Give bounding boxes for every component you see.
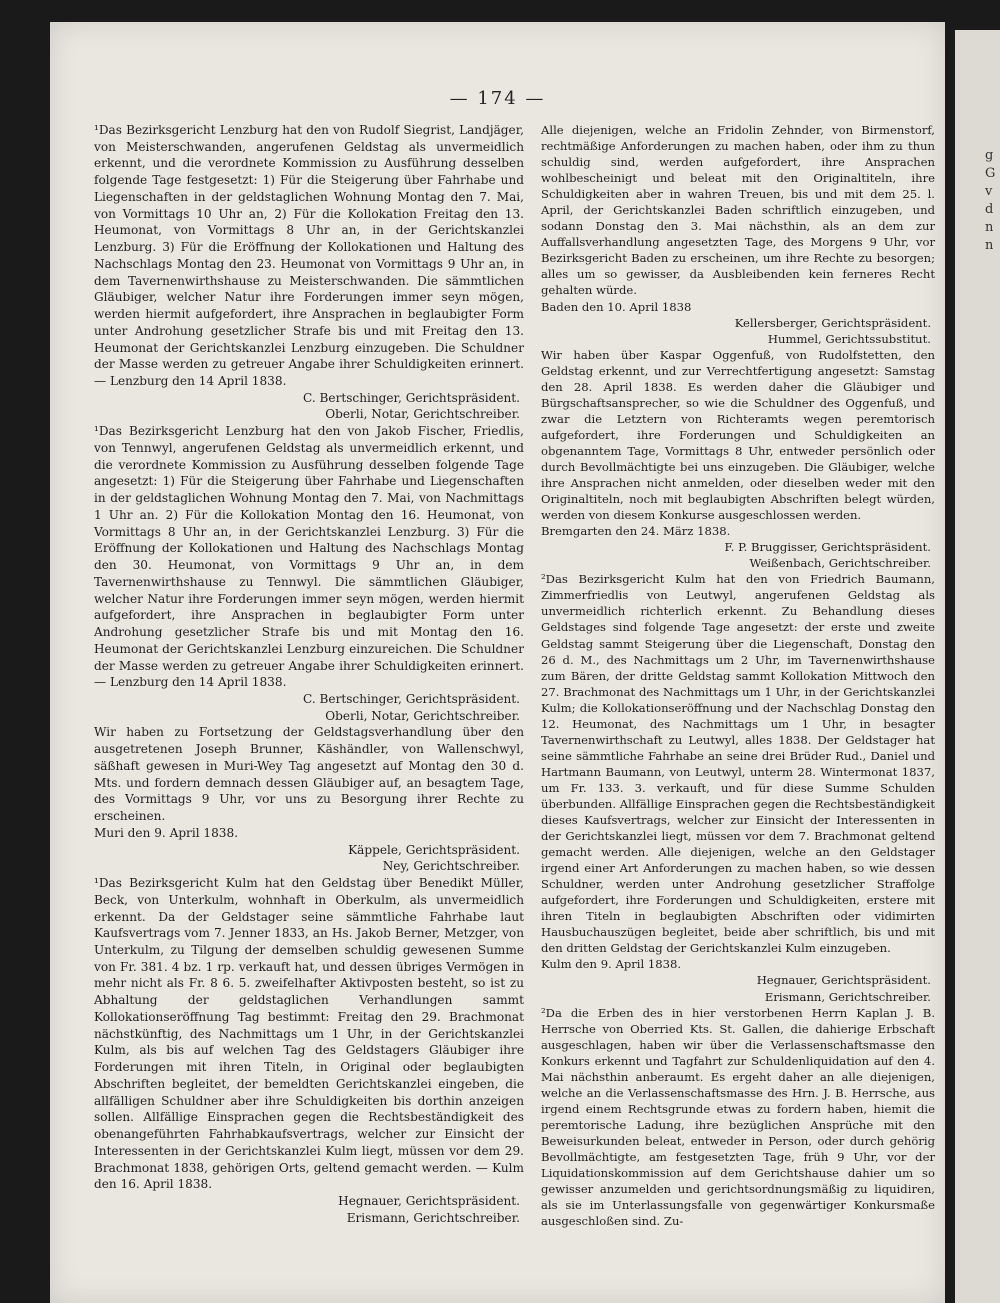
signature-line: Hegnauer, Gerichtspräsident. — [338, 1194, 520, 1208]
signature-line: Erismann, Gerichtschreiber. — [764, 989, 931, 1004]
edge-glyph: g — [985, 148, 994, 163]
notice-paragraph: ²Da die Erben des in hier verstorbenen Herrn Kaplan J. B. Herrsche von Oberried Kts. St. Gallen, die dahierige Erbschaft ausgeschlagen, haben wir über die Verlassenschaftsmasse den Konkurs erkennt und Tagfahrt zur Schuldenliquidation auf den 4. Mai nächsthin anberaumt. Es ergeht daher an alle diejenigen, welche an die Verlassenschaftsmasse des Hrn. J. B. Herrsche, aus irgend einem Rechtsgrunde etwas zu fordern haben, hiemit die peremtorische Ladung, ihre bezüglichen Ansprüche mit den Beweisurkunden beleat, entweder in Person, oder durch gehörig Bevollmächtigte, am festgesetzten Tage, früh 9 Uhr, vor der Liquidationskommission auf dem Gerichtshause dahier um so gewisser anzumelden und gerichtsordnungsmäßig zu liquidiren, als sie im Unterlassungsfalle von gegenwärtiger Konkursmaße ausgeschloßen sind. Zu- — [541, 1005, 935, 1229]
signature-line: Käppele, Gerichtspräsident. — [348, 842, 520, 857]
signature-line: Hummel, Gerichtssubstitut. — [767, 331, 931, 346]
date-line: Baden den 10. April 1838 — [541, 299, 692, 314]
signature-line: C. Bertschinger, Gerichtspräsident. — [303, 691, 520, 706]
signature-line: Hegnauer, Gerichtspräsident. — [756, 973, 931, 988]
edge-glyph: v — [985, 184, 993, 199]
notice-paragraph: ¹Das Bezirksgericht Lenzburg hat den von Jakob Fischer, Friedlis, von Tennwyl, angerufenen Geldstag als unvermeidlich erkennt, und die verordnete Kommission zu Ausführung desselben folgende Tage angesetzt: 1) Für die Steigerung über Fahrhabe und Liegenschaften in der geldstaglichen Wohnung Montag den 7. Mai, von Nachmittags 1 Uhr an. 2) Für die Kollokation Montag den 16. Heumonat, von Vormittags 8 Uhr an, in der Gerichtskanzlei Lenzburg. 3) Für die Eröffnung der Kollokationen und Haltung des Nachschlags Montag den 30. Heumonat, von Vormittags 9 Uhr an, in dem Tavernenwirthshause zu Tennwyl. Die sämmtlichen Gläubiger, welcher Natur ihre Forderungen immer seyn mögen, werden hiermit aufgefordert, ihre Ansprachen in beglaubigter Form unter Androhung gesetzlicher Strafe bis und mit Montag den 16. Heumonat der Gerichtskanzlei Lenzburg einzureichen. Die Schuldner der Masse werden zu getreuer Angabe ihrer Schuldigkeiten erinnert. — Lenzburg den 14 April 1838. — [94, 424, 524, 690]
signature-line: C. Bertschinger, Gerichtspräsident. — [303, 390, 520, 405]
edge-glyph: n — [985, 220, 994, 235]
signature-line: Weißenbach, Gerichtschreiber. — [749, 556, 931, 571]
notice-paragraph: ²Das Bezirksgericht Kulm hat den von Friedrich Baumann, Zimmerfriedlis von Leutwyl, angerufenen Geldstag als unvermeidlich richterlich erkennt. Zu Behandlung dieses Geldstages sind folgende Tage angesetzt: der erste und zweite Geldstag sammt Steigerung über die Liegenschaft, Donstag den 26 d. M., des Nachmittags um 2 Uhr, im Tavernenwirthshause zum Bären, der dritte Geldstag sammt Kollokation Mittwoch den 27. Brachmonat des Nachmittags um 1 Uhr, in der Gerichtskanzlei Kulm; die Kollokationseröffnung und der Nachschlag Donstag den 12. Heumonat, des Nachmittags um 1 Uhr, in besagter Tavernenwirthschaft zu Leutwyl, alles 1838. Der Geldstager hat seine sämmtliche Fahrhabe an seine drei Brüder Rud., Daniel und Hartmann Baumann, von Leutwyl, unterm 28. Wintermonat 1837, um Fr. 133. 3. verkauft, und für diese Summe Schulden überbunden. Allfällige Einsprachen gegen die Rechtsbeständigkeit dieses Kaufsvertrags, welcher zur Einsicht der Interessenten in der Gerichtskanzlei liegt, müssen vor dem 7. Brachmonat geltend gemacht werden. Alle diejenigen, welche an den Geldstager irgend einer Art Anforderungen zu machen haben, so wie dessen Schuldner, werden unter Androhung gesetzlicher Straffolge aufgefordert, ihre Forderungen und Schuldigkeiten, erstere mit ihren Titeln in beglaubigten Abschriften oder vidimirten Hausbuchauszügen begleitet, beide aber schriftlich, bis und mit den dritten Geldstag der Gerichtskanzlei Kulm einzugeben. — [541, 572, 935, 956]
edge-glyph: n — [985, 238, 994, 253]
notice-paragraph: Wir haben zu Fortsetzung der Geldstagsverhandlung über den ausgetretenen Joseph Brunner, Käshändler, von Wallenschwyl, säßhaft gewesen in Muri-Wey Tag angesetzt auf Montag den 30 d. Mts. und fordern demnach dessen Gläubiger auf, an besagtem Tage, des Vormittags 9 Uhr, vor uns zu Besorgung ihrer Rechte zu erscheinen. — [94, 725, 524, 824]
signature-line: Ney, Gerichtschreiber. — [382, 859, 520, 874]
notice-paragraph: Alle diejenigen, welche an Fridolin Zehnder, von Birmenstorf, rechtmäßige Anforderungen zu machen haben, oder ihm zu thun schuldig sind, werden aufgefordert, ihre Ansprachen wohlbescheinigt und beleat mit den Originaltiteln, ihre Schuldigkeiten aber in wahren Treuen, bis und mit dem 25. l. April, der Gerichtskanzlei Baden schriftlich einzugeben, und sodann Donstag den 3. Mai nächsthin, als an dem zur Auffallsverhandlung angesetzten Tage, des Morgens 9 Uhr, vor Bezirksgericht Baden zu erscheinen, um ihre Rechte zu besorgen; alles um so gewisser, da Ausbleibenden kein ferneres Recht gehalten würde. — [541, 123, 935, 298]
notice-paragraph: ¹Das Bezirksgericht Kulm hat den Geldstag über Benedikt Müller, Beck, von Unterkulm, wohnhaft in Oberkulm, als unvermeidlich erkennt. Da der Geldstager seine sämmtliche Fahrhabe laut Kaufsvertrags vom 7. Jenner 1833, an Hs. Jakob Berner, Metzger, von Unterkulm, zu Tilgung der demselben schuldig gewesenen Summe von Fr. 381. 4 bz. 1 rp. verkauft hat, und dessen übriges Vermögen in mehr nicht als Fr. 8 6. 5. zweifelhafter Aktivposten besteht, so ist zu Abhaltung der geldstaglichen Verhandlungen sammt Kollokationseröffnung Tag bestimmt: Freitag den 29. Brachmonat nächstkünftig, des Nachmittags um 1 Uhr, in der Gerichtskanzlei Kulm, als bis auf welchen Tag des Geldstagers Gläubiger ihre Forderungen mit ihren Titeln, in Original oder beglaubigten Abschriften begleitet, der bemeldten Gerichtskanzlei eingeben, die allfälligen Schuldner aber ihre Schuldigkeiten bis dorthin anzeigen sollen. Allfällige Einsprachen gegen die Rechtsbeständigkeit des obenangeführten Fahrhabkaufsvertrags, welcher zur Einsicht der Interessenten in der Gerichtskanzlei Kulm liegt, müssen vor dem 29. Brachmonat 1838, gehörigen Orts, geltend gemacht werden. — Kulm den 16. April 1838. — [94, 876, 524, 1192]
edge-glyph: G — [985, 166, 996, 181]
adjacent-page-edge — [955, 30, 1000, 1303]
signature-line: Kellersberger, Gerichtspräsident. — [734, 315, 931, 330]
edge-glyph: d — [985, 202, 994, 217]
date-line: Bremgarten den 24. März 1838. — [541, 524, 731, 539]
page-number: — 174 — — [449, 88, 546, 109]
date-line: Muri den 9. April 1838. — [94, 825, 239, 840]
left-column — [94, 122, 524, 1226]
signature-line: Oberli, Notar, Gerichtschreiber. — [325, 407, 520, 422]
date-line: Kulm den 9. April 1838. — [541, 957, 682, 972]
signature-line: Erismann, Gerichtschreiber. — [346, 1210, 520, 1225]
signature-line: F. P. Bruggisser, Gerichtspräsident. — [724, 540, 931, 555]
notice-paragraph: ¹Das Bezirksgericht Lenzburg hat den von Rudolf Siegrist, Landjäger, von Meisterschwanden, angerufenen Geldstag als unvermeidlich erkennt, und die verordnete Kommission zu Ausführung desselben folgende Tage festgesetzt: 1) Für die Steigerung über Fahrhabe und Liegenschaften in der geldstaglichen Wohnung Montag den 7. Mai, von Vormittags 10 Uhr an, 2) Für die Kollokation Freitag den 13. Heumonat, von Vormittags 8 Uhr an, in der Gerichtskanzlei Lenzburg. 3) Für die Eröffnung der Kollokationen und Haltung des Nachschlags Montag den 23. Heumonat von Vormittags 9 Uhr an, in dem Tavernenwirthshause zu Meisterschwanden. Die sämmtlichen Gläubiger, welcher Natur ihre Forderungen immer seyn mögen, werden hiermit aufgefordert, ihre Ansprachen in beglaubigter Form unter Androhung gesetzlicher Strafe bis und mit Freitag den 13. Heumonat der Gerichtskanzlei Lenzburg einzugeben. Die Schuldner der Masse werden zu getreuer Angabe ihrer Schuldigkeiten erinnert. — Lenzburg den 14 April 1838. — [94, 123, 524, 389]
right-column — [541, 122, 935, 1229]
signature-line: Oberli, Notar, Gerichtschreiber. — [325, 708, 520, 723]
notice-paragraph: Wir haben über Kaspar Oggenfuß, von Rudolfstetten, den Geldstag erkennt, und zur Verrechtfertigung angesetzt: Samstag den 28. April 1838. Es werden daher die Gläubiger und Bürgschaftsansprecher, so wie die Schuldner des Oggenfuß, und zwar die Letztern von Richteramts wegen peremtorisch aufgefordert, ihre Forderungen und Schuldigkeiten an obgenanntem Tage, Vormittags 8 Uhr, entweder persönlich oder durch Bevollmächtigte bei uns einzugeben. Die Gläubiger, welche ihre Ansprachen nicht anmelden, oder dieselben weder mit den Originaltiteln, noch mit beglaubigten Abschriften belegt würden, werden von diesem Konkurse ausgeschlossen werden. — [541, 347, 935, 523]
